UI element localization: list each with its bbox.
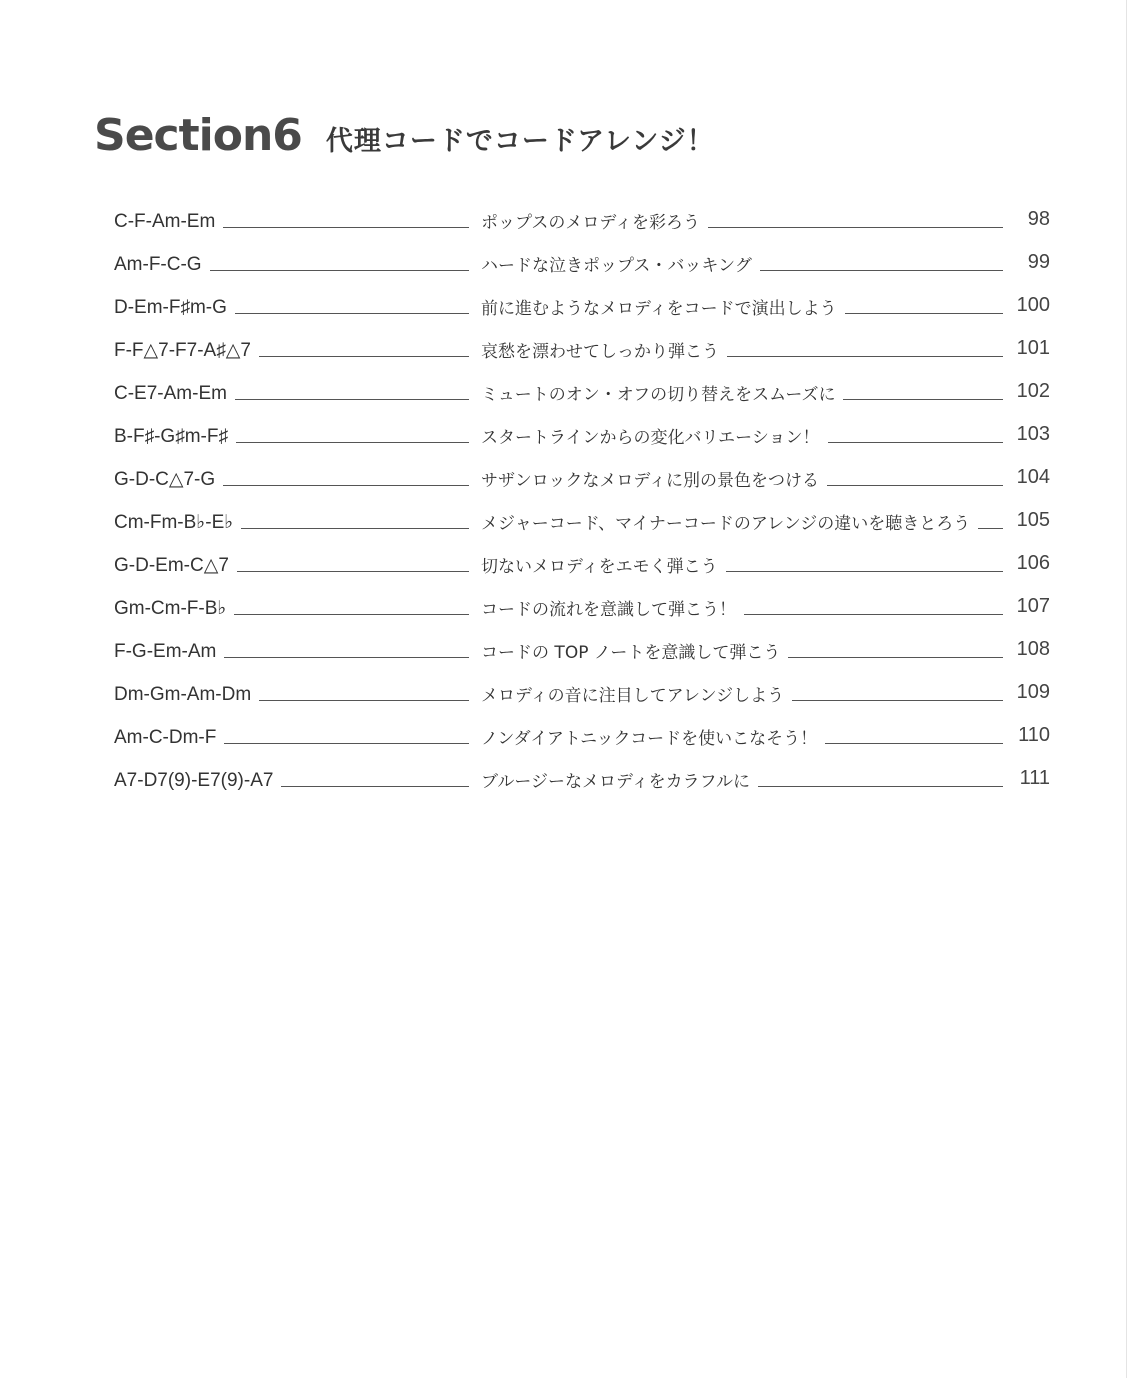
chord-progression: Dm-Gm-Am-Dm [114,684,469,708]
entry-description: コードの流れを意識して弾こう！ [481,595,1003,622]
leader-line [978,527,1003,529]
leader-line [845,312,1003,314]
page-number: 109 [1016,681,1050,703]
toc-row[interactable] [114,751,1050,794]
toc-row[interactable] [114,536,1050,579]
toc-row[interactable] [114,579,1050,622]
chord-progression: Cm-Fm-B♭-E♭ [114,511,469,536]
leader-line [825,742,1003,744]
chord-progression: D-Em-F♯m-G [114,297,469,321]
page-number: 103 [1016,423,1050,445]
leader-line [223,484,469,486]
toc-row[interactable] [114,278,1050,321]
chord-progression: Am-F-C-G [114,254,469,278]
toc-row[interactable] [114,192,1050,235]
entry-description: ポップスのメロディを彩ろう [481,208,1003,235]
leader-line [224,656,469,658]
section-title: 代理コードでコードアレンジ！ [325,126,715,157]
page-number: 107 [1016,595,1050,617]
toc-row[interactable] [114,407,1050,450]
entry-description: 哀愁を漂わせてしっかり弾こう [481,337,1003,364]
chord-progression: G-D-C△7-G [114,468,469,493]
leader-line [744,613,1003,615]
leader-line [281,785,469,787]
leader-line [235,312,469,314]
toc-row[interactable] [114,622,1050,665]
leader-line [708,226,1003,228]
page-number: 101 [1016,337,1050,359]
leader-line [210,269,469,271]
chord-progression: Am-C-Dm-F [114,727,469,751]
leader-line [760,269,1003,271]
leader-line [234,613,469,615]
chord-progression: G-D-Em-C△7 [114,554,469,579]
chord-progression: A7-D7(9)-E7(9)-A7 [114,770,469,794]
chord-progression: B-F♯-G♯m-F♯ [114,426,469,450]
page-number: 100 [1016,294,1050,316]
page-number: 99 [1027,251,1050,273]
chord-progression: F-F△7-F7-A♯△7 [114,339,469,364]
leader-line [236,441,469,443]
entry-description: メジャーコード、マイナーコードのアレンジの違いを聴きとろう [481,509,1003,536]
page-number: 102 [1016,380,1050,402]
leader-line [727,355,1003,357]
page-number: 108 [1016,638,1050,660]
leader-line [792,699,1003,701]
chord-progression: F-G-Em-Am [114,641,469,665]
leader-line [237,570,469,572]
toc-row[interactable] [114,235,1050,278]
page-number: 106 [1016,552,1050,574]
leader-line [259,355,469,357]
chord-progression: C-E7-Am-Em [114,383,469,407]
leader-line [241,527,469,529]
entry-description: ノンダイアトニックコードを使いこなそう！ [481,724,1003,751]
entry-description: ハードな泣きポップス・バッキング [481,251,1003,278]
leader-line [843,398,1002,400]
leader-line [758,785,1003,787]
chord-progression: Gm-Cm-F-B♭ [114,597,469,622]
leader-line [259,699,469,701]
page-number: 105 [1016,509,1050,531]
page-number: 111 [1019,767,1050,789]
toc-row[interactable] [114,321,1050,364]
toc-row[interactable] [114,493,1050,536]
entry-description: コードの TOP ノートを意識して弾こう [481,638,1003,665]
leader-line [224,742,469,744]
section-header [94,110,715,161]
page-number: 98 [1027,208,1050,230]
toc-row[interactable] [114,665,1050,708]
leader-line [827,484,1003,486]
entry-description: ブルージーなメロディをカラフルに [481,767,1003,794]
entry-description: メロディの音に注目してアレンジしよう [481,681,1003,708]
section-label: Section6 [94,110,302,161]
leader-line [788,656,1002,658]
toc-row[interactable] [114,450,1050,493]
page-edge-line [1126,0,1127,1378]
entry-description: ミュートのオン・オフの切り替えをスムーズに [481,380,1003,407]
entry-description: サザンロックなメロディに別の景色をつける [481,466,1003,493]
leader-line [828,441,1003,443]
leader-line [223,226,469,228]
page-number: 104 [1016,466,1050,488]
entry-description: 切ないメロディをエモく弾こう [481,552,1003,579]
leader-line [726,570,1003,572]
entry-description: スタートラインからの変化バリエーション！ [481,423,1003,450]
leader-line [235,398,469,400]
page-number: 110 [1018,724,1050,746]
entry-description: 前に進むようなメロディをコードで演出しよう [481,294,1003,321]
chord-progression: C-F-Am-Em [114,211,469,235]
toc-row[interactable] [114,364,1050,407]
table-of-contents [114,192,1050,794]
toc-row[interactable] [114,708,1050,751]
